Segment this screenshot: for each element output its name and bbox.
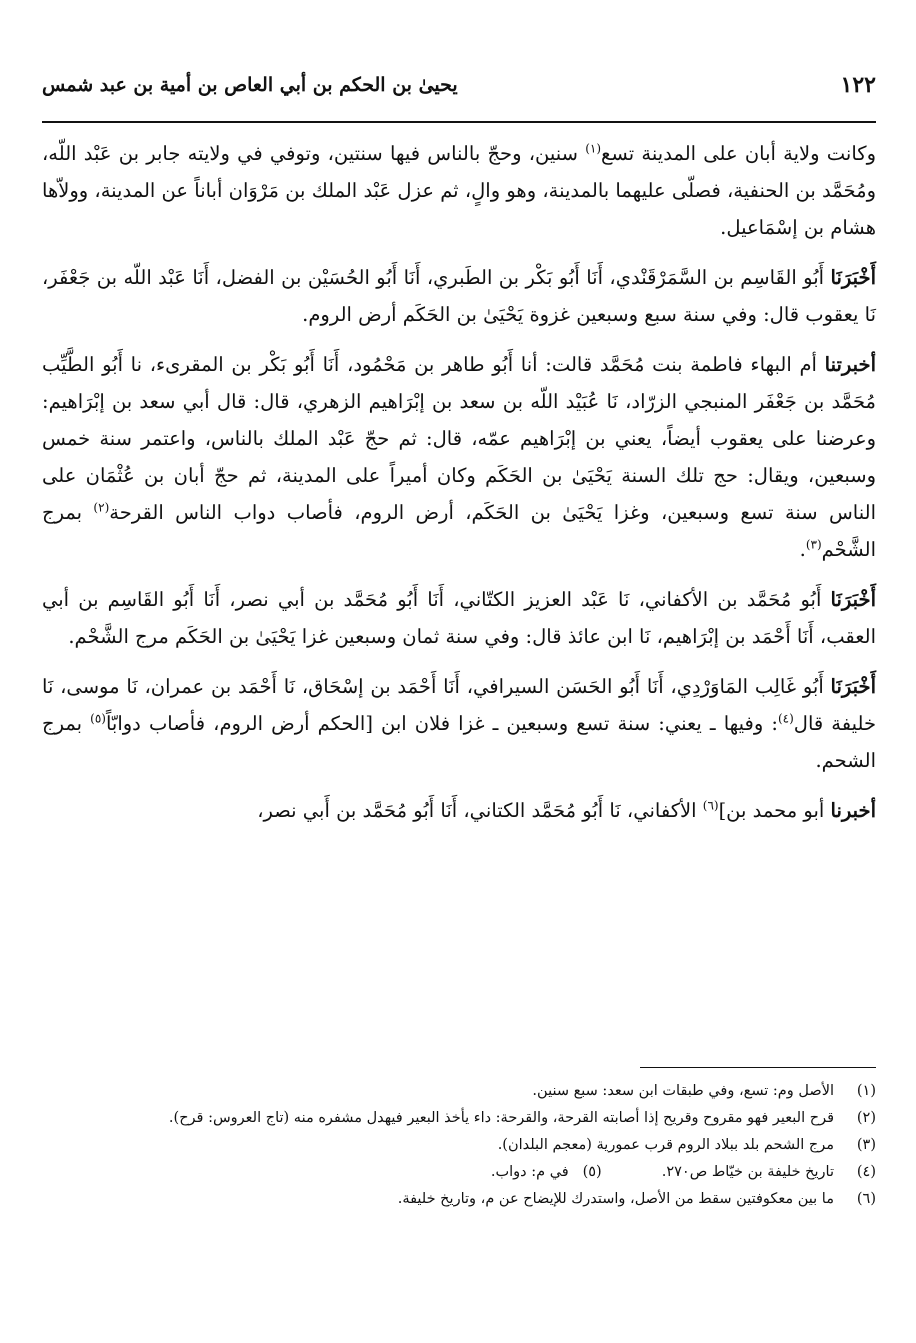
footnote-text: الأصل وم: تسع، وفي طبقات ابن سعد: سبع سنين.: [532, 1083, 834, 1099]
paragraph-text: أَبُو غَالِب المَاوَرْدِي، أَنَا أَبُو الحَسَن السيرافي، أَنَا أَحْمَد بن إسْحَاق، نَا أَحْمَد بن عمران، نَا موسى، نَا خليفة قال: [42, 675, 877, 735]
footnote-text: ما بين معكوفتين سقط من الأصل، واستدرك للإيضاح عن م، وتاريخ خليفة.: [397, 1191, 834, 1207]
page-header: [42, 72, 876, 112]
footnote-marker: (٣): [805, 537, 822, 552]
paragraph-text: : وفيها ـ يعني: سنة تسع وسبعين ـ غزا فلان ابن [الحكم أرض الروم، فأصاب دوابّاً: [105, 712, 778, 735]
paragraph-text: وكانت ولاية أبان على المدينة تسع: [601, 142, 876, 165]
footnote-marker: (٥): [90, 711, 106, 726]
main-text: [42, 135, 876, 842]
page-number: ١٢٢: [840, 72, 876, 98]
footnote-marker: (٢): [93, 500, 110, 515]
paragraph-lead: أَخْبَرَنَا: [830, 588, 876, 611]
footnote-4-5: [42, 1159, 876, 1186]
footnote-marker: (٤): [777, 711, 794, 726]
footnote-text: تاريخ خليفة بن خيّاط ص٢٧٠.: [661, 1164, 834, 1180]
footnote-number: (٥): [582, 1164, 602, 1180]
paragraph-lead: أخبرنا: [830, 799, 876, 822]
paragraph-text: سنين، وحجّ بالناس فيها سنتين، وتوفي في ولايته جابر بن عَبْد اللّه، ومُحَمَّد بن الحنفية، فصلّى عليهما بالمدينة، وهو والٍ، ثم عزل عَبْد الملك بن مَرْوَان أباناً عن المدينة، وولاّها هشام بن إسْمَاعيل.: [42, 142, 876, 239]
paragraph-lead: أخبرتنا: [824, 353, 876, 376]
paragraph-3: [42, 346, 876, 568]
paragraph-text: بمرج الشحم.: [42, 712, 876, 772]
footnote-3: [42, 1132, 876, 1159]
footnote-text: في م: دواب.: [490, 1164, 569, 1180]
footnote-gap: [569, 1159, 583, 1186]
footnote-marker: (١): [585, 141, 602, 156]
footnote-1: [42, 1078, 876, 1105]
footnote-number: (١): [856, 1083, 876, 1099]
footnote-text: قرح البعير فهو مقروح وقريح إذا أصابته القرحة، والقرحة: داء يأخذ البعير فيهدل مشفره منه (تاج العروس: قرح).: [168, 1110, 834, 1126]
footnote-rule: [640, 1067, 876, 1068]
footnote-2: [42, 1105, 876, 1132]
header-rule: [42, 121, 876, 123]
footnote-number: (٣): [856, 1137, 876, 1153]
running-title: يحيىٰ بن الحكم بن أبي العاص بن أمية بن عبد شمس: [42, 74, 458, 96]
paragraph-lead: أَخْبَرَنَا: [830, 675, 876, 698]
paragraph-4: [42, 581, 876, 655]
footnote-gap: [602, 1159, 662, 1186]
footnote-number: (٦): [856, 1191, 876, 1207]
paragraph-text: أَبُو القَاسِم بن السَّمَرْقَنْدي، أَنَا أَبُو بَكْر بن الطَبري، أَنَا أَبُو الحُسَيْن بن الفضل، أَنَا عَبْد اللّه بن جَعْفَر، نَا يعقوب قال: وفي سنة سبع وسبعين غزوة يَحْيَىٰ بن الحَكَم أرض الروم.: [42, 266, 876, 326]
footnote-text: مرج الشحم بلد ببلاد الروم قرب عمورية (معجم البلدان).: [497, 1137, 834, 1153]
paragraph-text: الأكفاني، نَا أَبُو مُحَمَّد الكتاني، أَنَا أَبُو مُحَمَّد بن أَبي نصر،: [257, 799, 703, 822]
footnote-number: (٤): [856, 1164, 876, 1180]
paragraph-lead: أَخْبَرَنَا: [830, 266, 876, 289]
paragraph-text: أبو محمد بن]: [718, 799, 831, 822]
paragraph-6: [42, 792, 876, 829]
footnote-marker: (٦): [702, 798, 719, 813]
footnote-number: (٢): [856, 1110, 876, 1126]
paragraph-5: [42, 668, 876, 779]
footnote-6: [42, 1186, 876, 1213]
footnotes: [42, 1078, 876, 1213]
paragraph-text: .: [799, 538, 806, 561]
paragraph-1: [42, 135, 876, 246]
paragraph-text: بمرج الشَّحْم: [42, 501, 876, 561]
paragraph-text: أم البهاء فاطمة بنت مُحَمَّد قالت: أنا أَبُو طاهر بن مَحْمُود، أَنَا أَبُو بَكْر بن المقرىء، نا أَبُو الطَّيِّب مُحَمَّد بن جَعْفَر المنبجي الزرّاد، نَا عُبَيْد اللّه بن سعد بن إبْرَاهيم الزهري، قال: قال أبي سعد بن إبْرَاهيم: وعرضنا على يعقوب أيضاً، يعني بن إبْرَاهيم عمّه، قال: ثم حجّ عَبْد الملك بالناس، واعتمر سنة خمس وسبعين، ويقال: حج تلك السنة يَحْيَىٰ بن الحَكَم وكان أميراً على المدينة، ثم حجّ أبان بن عُثْمَان على الناس سنة تسع وسبعين، وغزا يَحْيَىٰ بن الحَكَم، أرض الروم، فأصاب دواب الناس القرحة: [42, 353, 876, 524]
paragraph-text: أَبُو مُحَمَّد بن الأكفاني، نَا عَبْد العزيز الكتّاني، أَنَا أَبُو مُحَمَّد بن أبي نصر، أَنَا أَبُو القَاسِم بن أبي العقب، أَنَا أَحْمَد بن إبْرَاهيم، نَا ابن عائذ قال: وفي سنة ثمان وسبعين غزا يَحْيَىٰ بن الحَكَم مرج الشَّحْم.: [42, 588, 876, 648]
paragraph-2: [42, 259, 876, 333]
footnote-pair: [42, 1159, 834, 1186]
